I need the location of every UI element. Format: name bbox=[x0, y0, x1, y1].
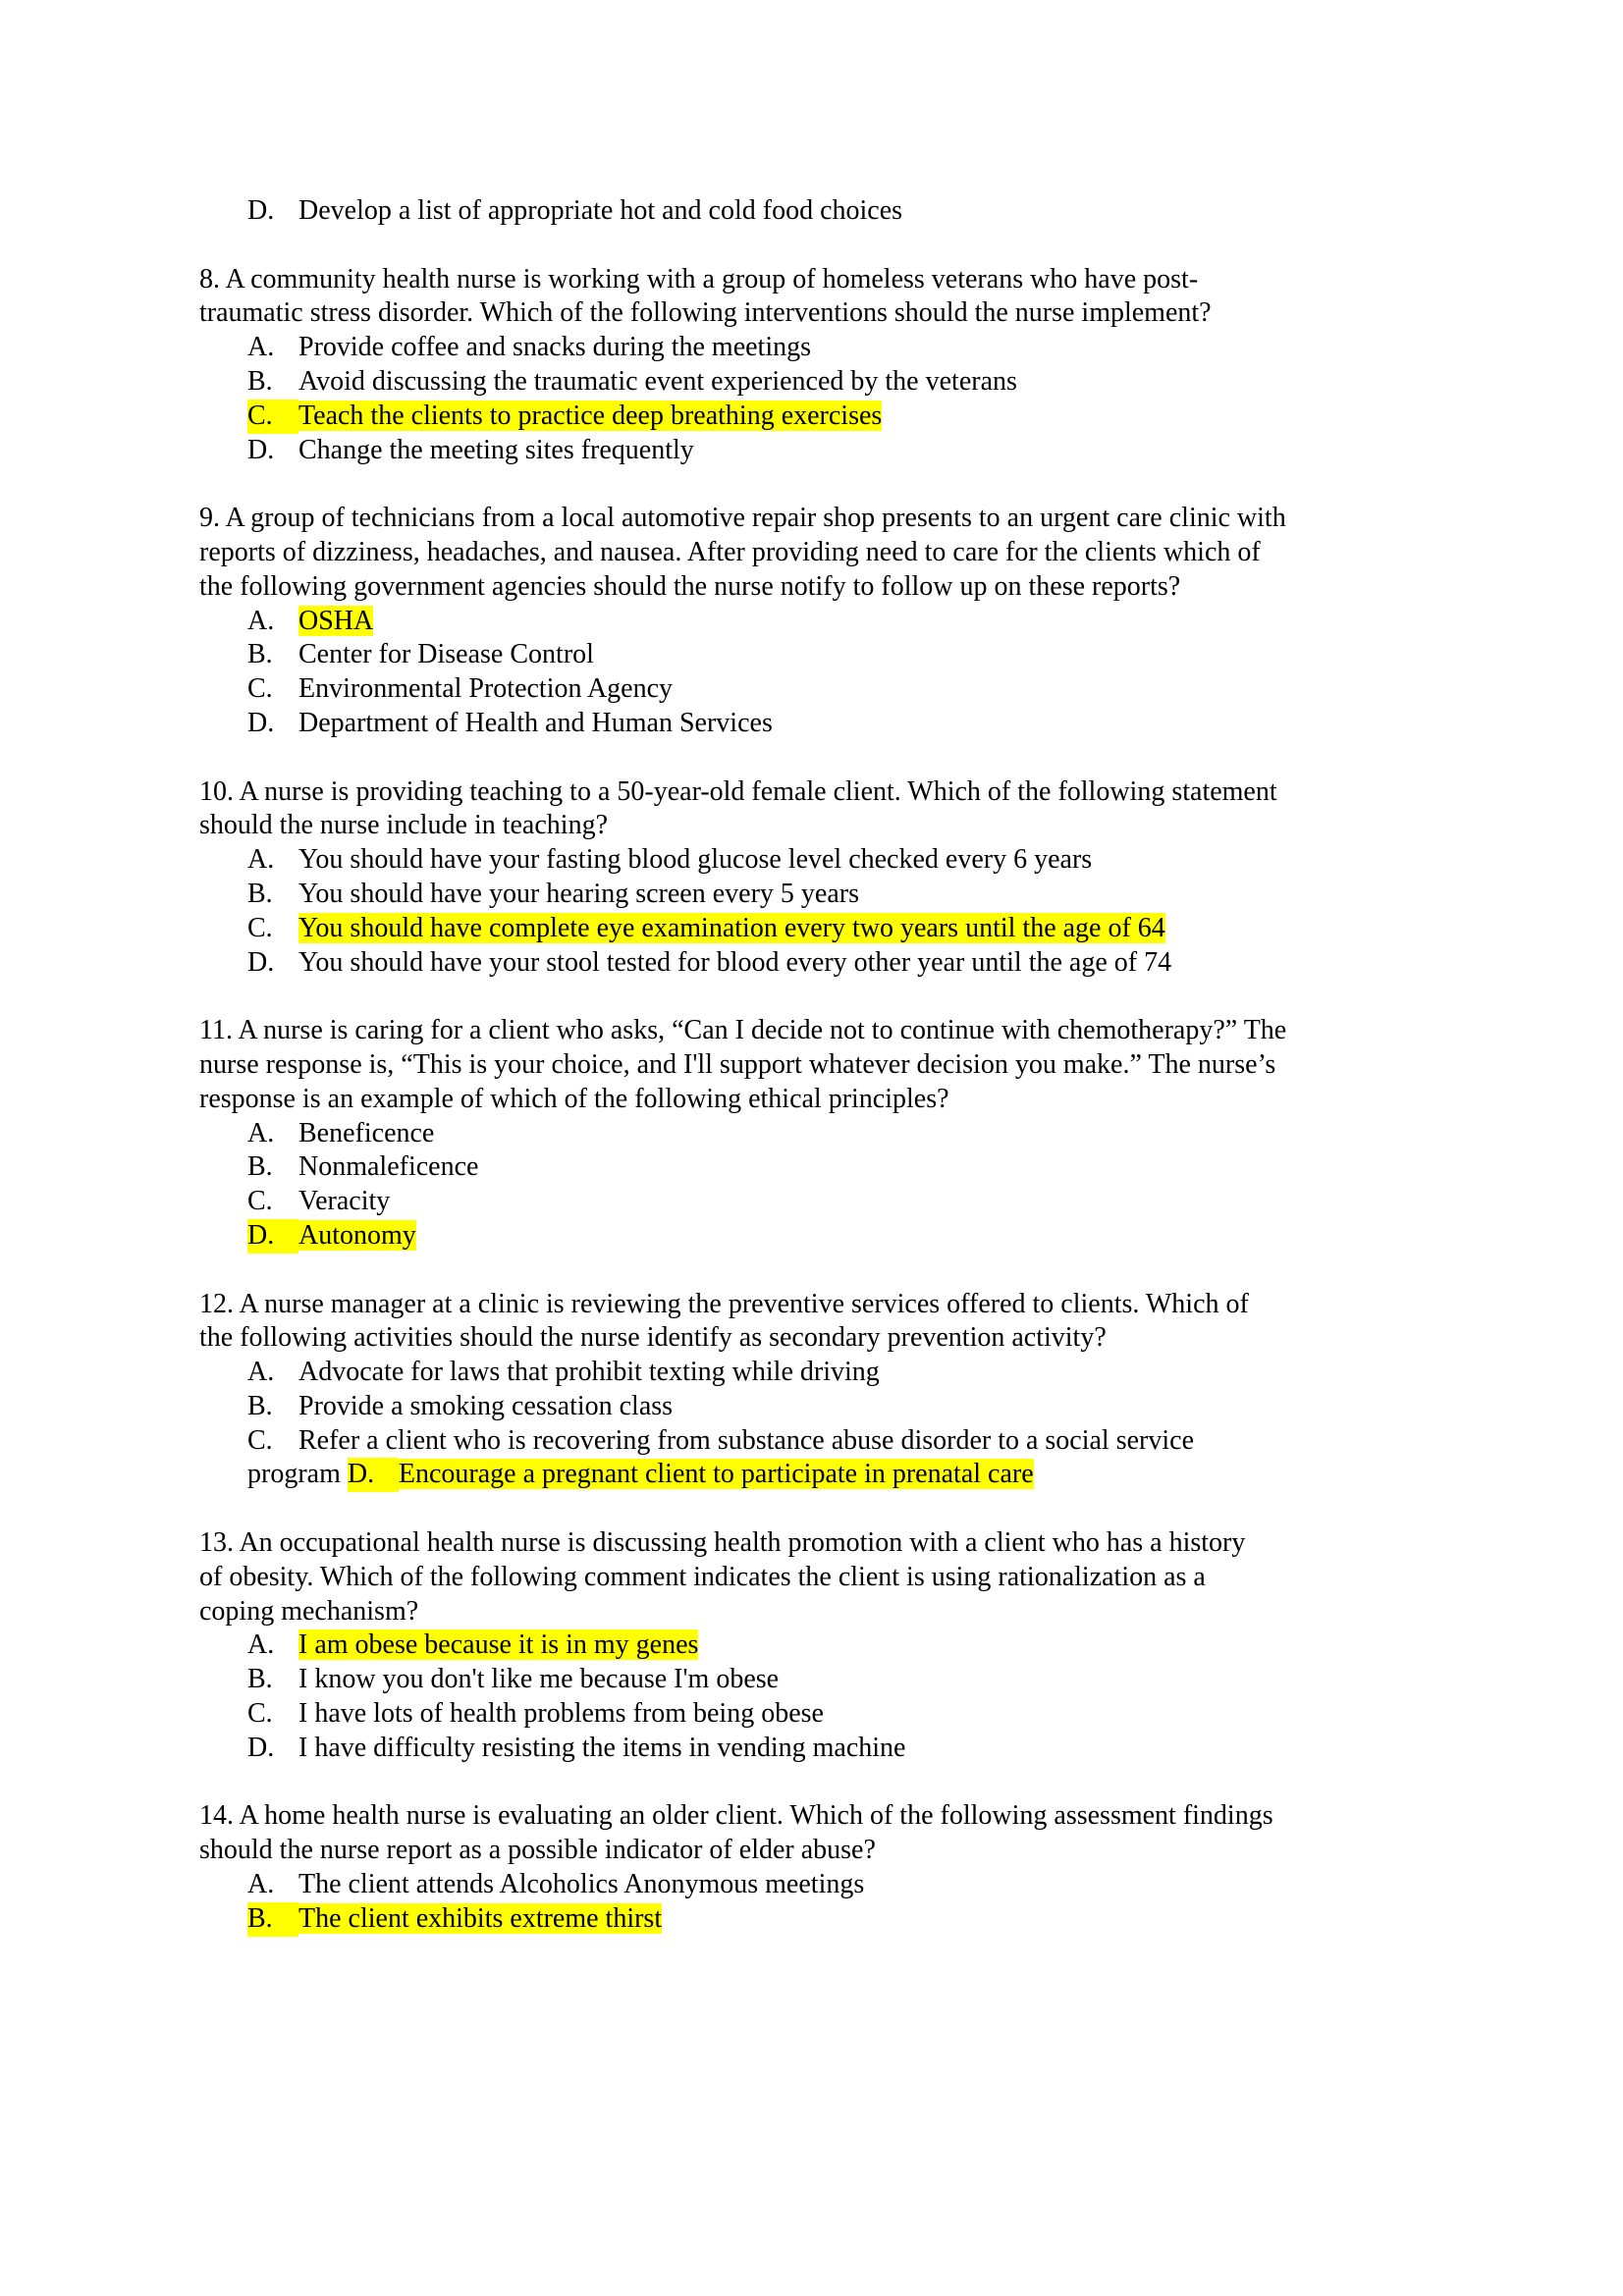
option-label: B. bbox=[247, 1151, 273, 1183]
option-text: You should have your fasting blood glucose level checked every 6 years bbox=[298, 844, 1093, 876]
option-text: Change the meeting sites frequently bbox=[298, 434, 694, 465]
answer-option-line bbox=[199, 365, 1466, 400]
answer-option-line bbox=[199, 1219, 1466, 1254]
option-text: Department of Health and Human Services bbox=[298, 707, 773, 738]
option-label: A. bbox=[247, 1357, 275, 1388]
answer-option-line bbox=[199, 1356, 1466, 1390]
option-text: The client exhibits extreme thirst bbox=[298, 1902, 663, 1934]
answer-option-line bbox=[199, 672, 1466, 707]
option-text: Avoid discussing the traumatic event experienced by the veterans bbox=[298, 365, 1017, 397]
option-text: Environmental Protection Agency bbox=[298, 673, 674, 705]
option-text: Advocate for laws that prohibit texting while driving bbox=[298, 1357, 880, 1388]
answer-option-line bbox=[199, 1868, 1466, 1902]
option-label: C. bbox=[247, 1424, 273, 1456]
question-stem-line: 11. A nurse is caring for a client who asks, “Can I decide not to continue with chemotherapy?” The bbox=[199, 1015, 1287, 1046]
question-stem-line: 10. A nurse is providing teaching to a 50-year-old female client. Which of the following statement bbox=[199, 775, 1277, 807]
answer-option-line bbox=[199, 946, 1466, 981]
option-text: Veracity bbox=[298, 1186, 391, 1217]
question-stem-line: coping mechanism? bbox=[199, 1595, 419, 1627]
option-label: C. bbox=[247, 912, 273, 943]
option-continuation-line bbox=[199, 1458, 1466, 1492]
answer-option-line bbox=[199, 194, 1466, 229]
option-text: Encourage a pregnant client to participate in prenatal care bbox=[398, 1459, 1034, 1490]
option-label: D. bbox=[247, 707, 275, 738]
option-label: B. bbox=[247, 1664, 273, 1695]
answer-option-line bbox=[199, 1902, 1466, 1937]
option-label: D. bbox=[247, 1219, 298, 1254]
question-stem-line: should the nurse report as a possible indicator of elder abuse? bbox=[199, 1835, 876, 1866]
option-text: You should have complete eye examination every two years until the age of 64 bbox=[298, 912, 1165, 943]
option-text: Refer a client who is recovering from substance abuse disorder to a social service bbox=[298, 1424, 1194, 1456]
answer-option-line bbox=[199, 1117, 1466, 1151]
option-text: You should have your stool tested for blood every other year until the age of 74 bbox=[298, 946, 1172, 978]
answer-option-line bbox=[199, 1185, 1466, 1219]
answer-option-line bbox=[199, 1150, 1466, 1185]
option-label: B. bbox=[247, 878, 273, 909]
answer-option-line bbox=[199, 638, 1466, 672]
question-stem-line: 14. A home health nurse is evaluating an older client. Which of the following assessment findings bbox=[199, 1800, 1273, 1832]
question-stem-line: response is an example of which of the following ethical principles? bbox=[199, 1083, 949, 1114]
question-block bbox=[199, 263, 1466, 468]
option-label: B. bbox=[247, 1902, 298, 1937]
option-text: OSHA bbox=[298, 605, 374, 636]
option-text: The client attends Alcoholics Anonymous meetings bbox=[298, 1869, 865, 1900]
leading-options bbox=[199, 194, 1466, 229]
question-stem-line: traumatic stress disorder. Which of the following interventions should the nurse implement? bbox=[199, 297, 1212, 329]
option-label: B. bbox=[247, 639, 273, 670]
option-label: A. bbox=[247, 332, 275, 363]
option-text: Autonomy bbox=[298, 1219, 416, 1251]
answer-option-line bbox=[199, 1663, 1466, 1697]
option-text: You should have your hearing screen every 5 years bbox=[298, 878, 859, 909]
option-label: C. bbox=[247, 673, 273, 705]
option-text: I have lots of health problems from being obese bbox=[298, 1698, 824, 1730]
question-block bbox=[199, 1799, 1466, 1936]
question-stem-line: should the nurse include in teaching? bbox=[199, 810, 608, 841]
question-block bbox=[199, 1526, 1466, 1766]
answer-option-line bbox=[199, 707, 1466, 741]
answer-option-line bbox=[199, 1390, 1466, 1424]
option-label: A. bbox=[247, 844, 275, 876]
option-text: Provide coffee and snacks during the meetings bbox=[298, 332, 812, 363]
option-text: Develop a list of appropriate hot and cold food choices bbox=[298, 195, 903, 226]
question-stem-line: 8. A community health nurse is working with a group of homeless veterans who have post- bbox=[199, 263, 1199, 294]
question-block bbox=[199, 775, 1466, 981]
option-label: C. bbox=[247, 1186, 273, 1217]
option-label: D. bbox=[348, 1458, 399, 1492]
answer-option-line bbox=[199, 912, 1466, 946]
answer-option-line bbox=[199, 1629, 1466, 1663]
option-label: D. bbox=[247, 434, 275, 465]
option-text: Nonmaleficence bbox=[298, 1151, 479, 1183]
question-stem-line: 13. An occupational health nurse is discussing health promotion with a client who has a history bbox=[199, 1527, 1246, 1559]
option-label: C. bbox=[247, 400, 298, 434]
answer-option-line bbox=[199, 1697, 1466, 1732]
option-label: A. bbox=[247, 605, 275, 636]
question-stem-line: of obesity. Which of the following comment indicates the client is using rationalization as a bbox=[199, 1561, 1206, 1592]
question-stem-line: 12. A nurse manager at a clinic is reviewing the preventive services offered to clients. Which of bbox=[199, 1288, 1249, 1319]
question-block bbox=[199, 1288, 1466, 1493]
option-wrap-text: program bbox=[247, 1459, 348, 1490]
answer-option-line bbox=[199, 605, 1466, 639]
question-block bbox=[199, 1014, 1466, 1254]
option-text: I am obese because it is in my genes bbox=[298, 1629, 699, 1661]
option-label: B. bbox=[247, 1390, 273, 1421]
option-label: B. bbox=[247, 365, 273, 397]
question-stem-line: the following government agencies should the nurse notify to follow up on these reports? bbox=[199, 570, 1181, 602]
option-text: I know you don't like me because I'm obese bbox=[298, 1664, 780, 1695]
option-text: Beneficence bbox=[298, 1117, 435, 1148]
option-text: Teach the clients to practice deep breathing exercises bbox=[298, 400, 883, 431]
option-label: A. bbox=[247, 1869, 275, 1900]
option-text: I have difficulty resisting the items in vending machine bbox=[298, 1732, 906, 1763]
option-label: A. bbox=[247, 1117, 275, 1148]
answer-option-line bbox=[199, 878, 1466, 912]
option-text: Center for Disease Control bbox=[298, 639, 594, 670]
option-text: Provide a smoking cessation class bbox=[298, 1390, 674, 1421]
question-stem-line: nurse response is, “This is your choice, and I'll support whatever decision you make.” The nurse’s bbox=[199, 1048, 1276, 1080]
document-content bbox=[199, 194, 1466, 1937]
answer-option-line bbox=[199, 331, 1466, 365]
option-label: D. bbox=[247, 946, 275, 978]
option-label: A. bbox=[247, 1629, 275, 1661]
answer-option-line bbox=[199, 400, 1466, 434]
answer-option-line bbox=[199, 1732, 1466, 1766]
question-stem-line: the following activities should the nurse identify as secondary prevention activity? bbox=[199, 1322, 1107, 1354]
answer-option-line bbox=[199, 434, 1466, 468]
option-label: D. bbox=[247, 1732, 275, 1763]
option-label: C. bbox=[247, 1698, 273, 1730]
option-label: D. bbox=[247, 195, 275, 226]
answer-option-line bbox=[199, 1424, 1466, 1459]
question-block bbox=[199, 502, 1466, 741]
answer-option-line bbox=[199, 843, 1466, 878]
question-stem-line: 9. A group of technicians from a local automotive repair shop presents to an urgent care clinic with bbox=[199, 503, 1286, 534]
question-stem-line: reports of dizziness, headaches, and nausea. After providing need to care for the clients which of bbox=[199, 536, 1261, 567]
